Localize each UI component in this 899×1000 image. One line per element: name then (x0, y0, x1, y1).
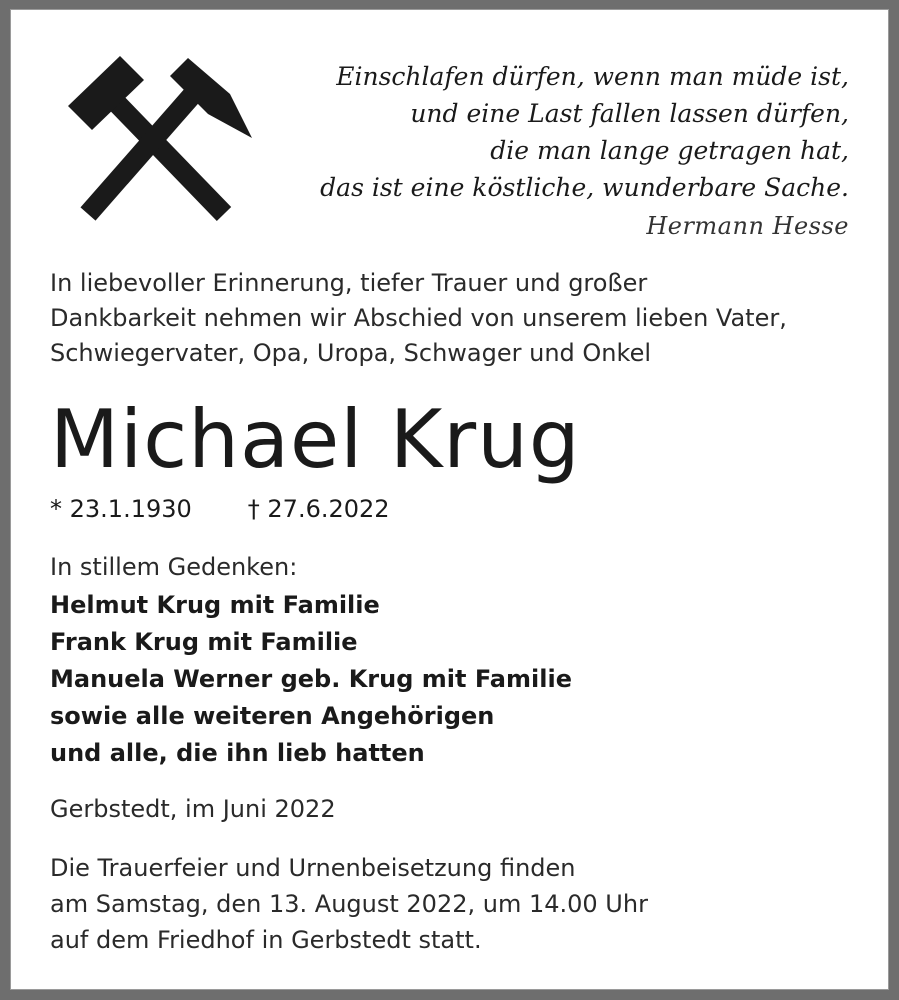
intro-line: Dankbarkeit nehmen wir Abschied von unserem lieben Vater, (50, 304, 787, 332)
quote-author: Hermann Hesse (646, 212, 849, 240)
intro-text (50, 266, 787, 371)
mourner-entry: und alle, die ihn lieb hatten (50, 739, 425, 767)
death-date: † 27.6.2022 (247, 495, 390, 523)
hammer-and-pick-icon (66, 54, 252, 226)
birth-date: * 23.1.1930 (50, 495, 192, 523)
place-date: Gerbstedt, im Juni 2022 (50, 795, 336, 823)
quote-line: das ist eine köstliche, wunderbare Sache. (320, 173, 849, 202)
mourners-list (50, 587, 572, 772)
intro-line: Schwiegervater, Opa, Uropa, Schwager und Onkel (50, 339, 651, 367)
mourner-entry: sowie alle weiteren Angehörigen (50, 702, 495, 730)
quote-line: und eine Last fallen lassen dürfen, (410, 99, 849, 128)
mourner-entry: Manuela Werner geb. Krug mit Familie (50, 665, 572, 693)
mourner-entry: Frank Krug mit Familie (50, 628, 358, 656)
quote-line: Einschlafen dürfen, wenn man müde ist, (336, 62, 849, 91)
service-info (50, 850, 648, 958)
service-line: am Samstag, den 13. August 2022, um 14.00 Uhr (50, 890, 648, 918)
mourning-label: In stillem Gedenken: (50, 553, 298, 581)
mourner-entry: Helmut Krug mit Familie (50, 591, 380, 619)
quote-line: die man lange getragen hat, (490, 136, 849, 165)
intro-line: In liebevoller Erinnerung, tiefer Trauer und großer (50, 269, 648, 297)
service-line: Die Trauerfeier und Urnenbeisetzung finden (50, 854, 576, 882)
deceased-name: Michael Krug (50, 393, 581, 486)
service-line: auf dem Friedhof in Gerbstedt statt. (50, 926, 482, 954)
quote (320, 58, 849, 245)
life-dates (50, 493, 390, 525)
